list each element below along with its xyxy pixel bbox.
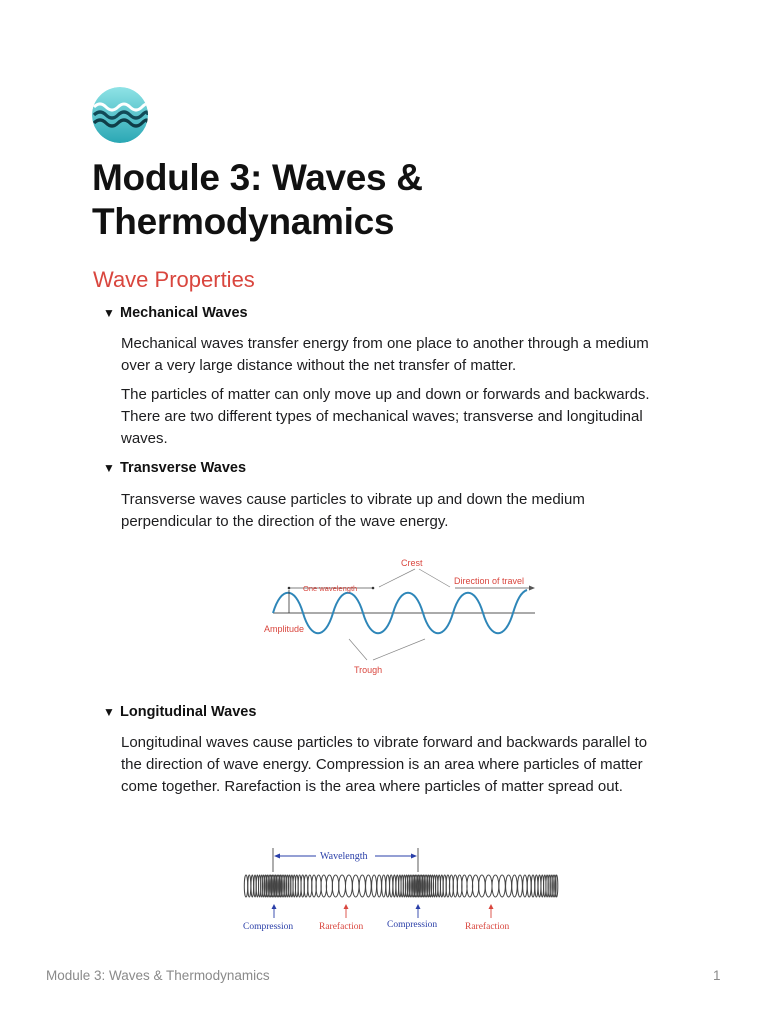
spring-coil xyxy=(359,875,365,897)
spring-coil xyxy=(386,875,390,897)
toggle-label: Transverse Waves xyxy=(120,460,247,476)
longitudinal-wave-diagram xyxy=(240,842,562,937)
toggle-transverse-waves[interactable] xyxy=(103,460,246,476)
section-heading: Wave Properties xyxy=(93,267,255,292)
amplitude-label: Amplitude xyxy=(264,624,305,634)
spring-coil xyxy=(518,875,523,897)
title-line-1: Module 3: Waves & xyxy=(92,157,423,198)
spring-coil xyxy=(393,875,396,897)
direction-label: Direction of travel xyxy=(454,576,525,586)
rarefaction-label: Rarefaction xyxy=(319,922,364,932)
wavelength-label: One wavelength xyxy=(303,584,358,593)
spring-coil xyxy=(506,875,512,897)
toggle-label: Mechanical Waves xyxy=(120,305,248,321)
paragraph: The particles of matter can only move up and down or forwards and backwards. There are two different types of mechanical waves; transverse and longitudinal waves. xyxy=(121,386,650,447)
spring-coil xyxy=(472,875,478,897)
spring-coil xyxy=(248,875,251,897)
title-line-2: Thermodynamics xyxy=(92,201,395,242)
spring-coil xyxy=(535,875,538,897)
spring-coil xyxy=(366,875,372,897)
spring-coil xyxy=(462,875,467,897)
page-title xyxy=(92,156,423,244)
triangle-down-icon[interactable]: ▼ xyxy=(103,461,115,475)
spring-coil xyxy=(467,875,473,897)
paragraph: Mechanical waves transfer energy from one place to another through a medium over a very large distance without the net transfer of matter. xyxy=(121,335,649,374)
trough-label: Trough xyxy=(354,665,383,675)
spring-coil xyxy=(339,875,346,897)
spring-coil xyxy=(346,875,353,897)
spring-coil xyxy=(538,875,541,897)
footer-doc-title: Module 3: Waves & Thermodynamics xyxy=(46,968,270,983)
spring-coil xyxy=(499,875,505,897)
compression-label: Compression xyxy=(243,922,294,932)
spring-coil xyxy=(479,875,486,897)
spring-coil xyxy=(321,875,327,897)
transverse-wave-diagram xyxy=(255,550,540,680)
spring-coil xyxy=(377,875,382,897)
paragraph: Longitudinal waves cause particles to vibrate forward and backwards parallel to the direction of wave energy. Compression is an area where particles of matter come together. Rarefaction is the area where particles of matter spread out. xyxy=(121,734,648,795)
toggle-label: Longitudinal Waves xyxy=(120,704,257,720)
spring-coil xyxy=(382,875,386,897)
spring-coil xyxy=(352,875,359,897)
wavelength-label: Wavelength xyxy=(320,851,368,862)
paragraph: Transverse waves cause particles to vibrate up and down the medium perpendicular to the direction of the wave energy. xyxy=(121,491,585,530)
toggle-longitudinal-waves[interactable] xyxy=(103,704,256,720)
page-number: 1 xyxy=(713,968,721,983)
triangle-down-icon[interactable]: ▼ xyxy=(103,705,115,719)
spring-coil xyxy=(251,875,254,897)
spring-coil xyxy=(523,875,527,897)
rarefaction-label: Rarefaction xyxy=(465,922,510,932)
spring-coil xyxy=(372,875,377,897)
spring-coil xyxy=(492,875,499,897)
spring-coil xyxy=(512,875,517,897)
spring-coil xyxy=(390,875,393,897)
triangle-down-icon[interactable]: ▼ xyxy=(103,306,115,320)
spring-coil xyxy=(326,875,332,897)
spring-coil xyxy=(527,875,531,897)
spring-coil xyxy=(531,875,534,897)
wave-logo-icon xyxy=(92,87,148,143)
spring-coil xyxy=(244,875,247,897)
compression-label: Compression xyxy=(387,920,438,930)
spring-coil xyxy=(332,875,339,897)
toggle-mechanical-waves[interactable] xyxy=(103,305,248,321)
spring-coil xyxy=(485,875,492,897)
crest-label: Crest xyxy=(401,558,423,568)
